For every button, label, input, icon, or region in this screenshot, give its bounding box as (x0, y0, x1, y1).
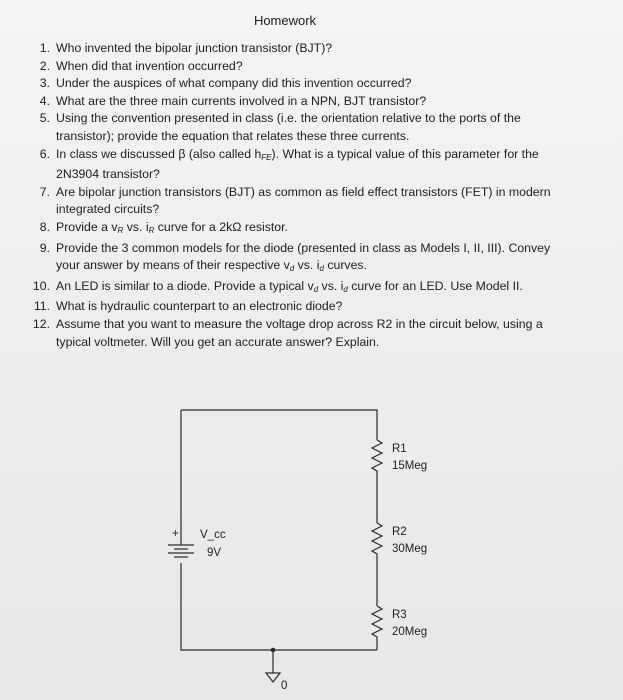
ground-node-dot (271, 648, 276, 653)
r3-name-label: R3 (392, 609, 407, 621)
question-3: 3. Under the auspices of what company did this invention occurred? (39, 76, 412, 91)
r1-resistor (372, 440, 382, 523)
question-2: 2. When did that invention occurred? (39, 58, 243, 73)
question-10: 10. An LED is similar to a diode. Provide a typical $v_d$ vs. $i_d$ curve for an LED. Use Model II. (32, 278, 523, 294)
source-value-label: 9V (207, 547, 222, 559)
r2-name-label: R2 (392, 526, 407, 538)
question-8: 8. Provide a $v_R$ vs. $i_R$ curve for a 2kΩ resistor. (39, 219, 288, 235)
r1-name-label: R1 (392, 443, 407, 455)
page-title: Homework (253, 13, 317, 28)
r3-resistor (372, 606, 382, 650)
ground-label: 0 (281, 680, 288, 692)
r2-value-label: 30Meg (392, 543, 428, 555)
question-list (24, 40, 564, 351)
source-plus-label: + (172, 528, 179, 540)
question-7: 7. Are bipolar junction transistors (BJT) as common as field effect transistors (FET) in modern integrated circuits? (39, 184, 551, 217)
source-name-label: V_cc (200, 529, 226, 541)
question-12: 12. Assume that you want to measure the voltage drop across R2 in the circuit below, using a typical voltmeter. Will you get an accurate answer? Explain. (32, 316, 543, 349)
r3-value-label: 20Meg (392, 626, 428, 638)
circuit-diagram (0, 395, 623, 700)
r1-value-label: 15Meg (392, 460, 428, 472)
question-9: 9. Provide the 3 common models for the diode (presented in class as Models I, II, III). Convey your answer by means of their respective $v_d$ vs. $i_d$ curves. (39, 240, 551, 274)
r2-resistor (372, 523, 382, 606)
hfe-subscript: FE (261, 152, 272, 162)
ground-icon (266, 673, 280, 682)
question-6: 6. In class we discussed β (also called $h_{FE}$). What is a typical value of this parameter for the 2N3904 transistor? (39, 146, 539, 182)
question-11: 11. What is hydraulic counterpart to an electronic diode? (33, 299, 343, 314)
question-5: 5. Using the convention presented in class (i.e. the orientation relative to the ports of the transistor); provide the equation that relates these three currents. (39, 111, 521, 143)
bottom-wire (181, 563, 377, 650)
top-wire (181, 410, 377, 440)
question-1: 1. Who invented the bipolar junction transistor (BJT)? (39, 41, 333, 55)
question-4: 4. What are the three main currents involved in a NPN, BJT transistor? (39, 93, 427, 108)
